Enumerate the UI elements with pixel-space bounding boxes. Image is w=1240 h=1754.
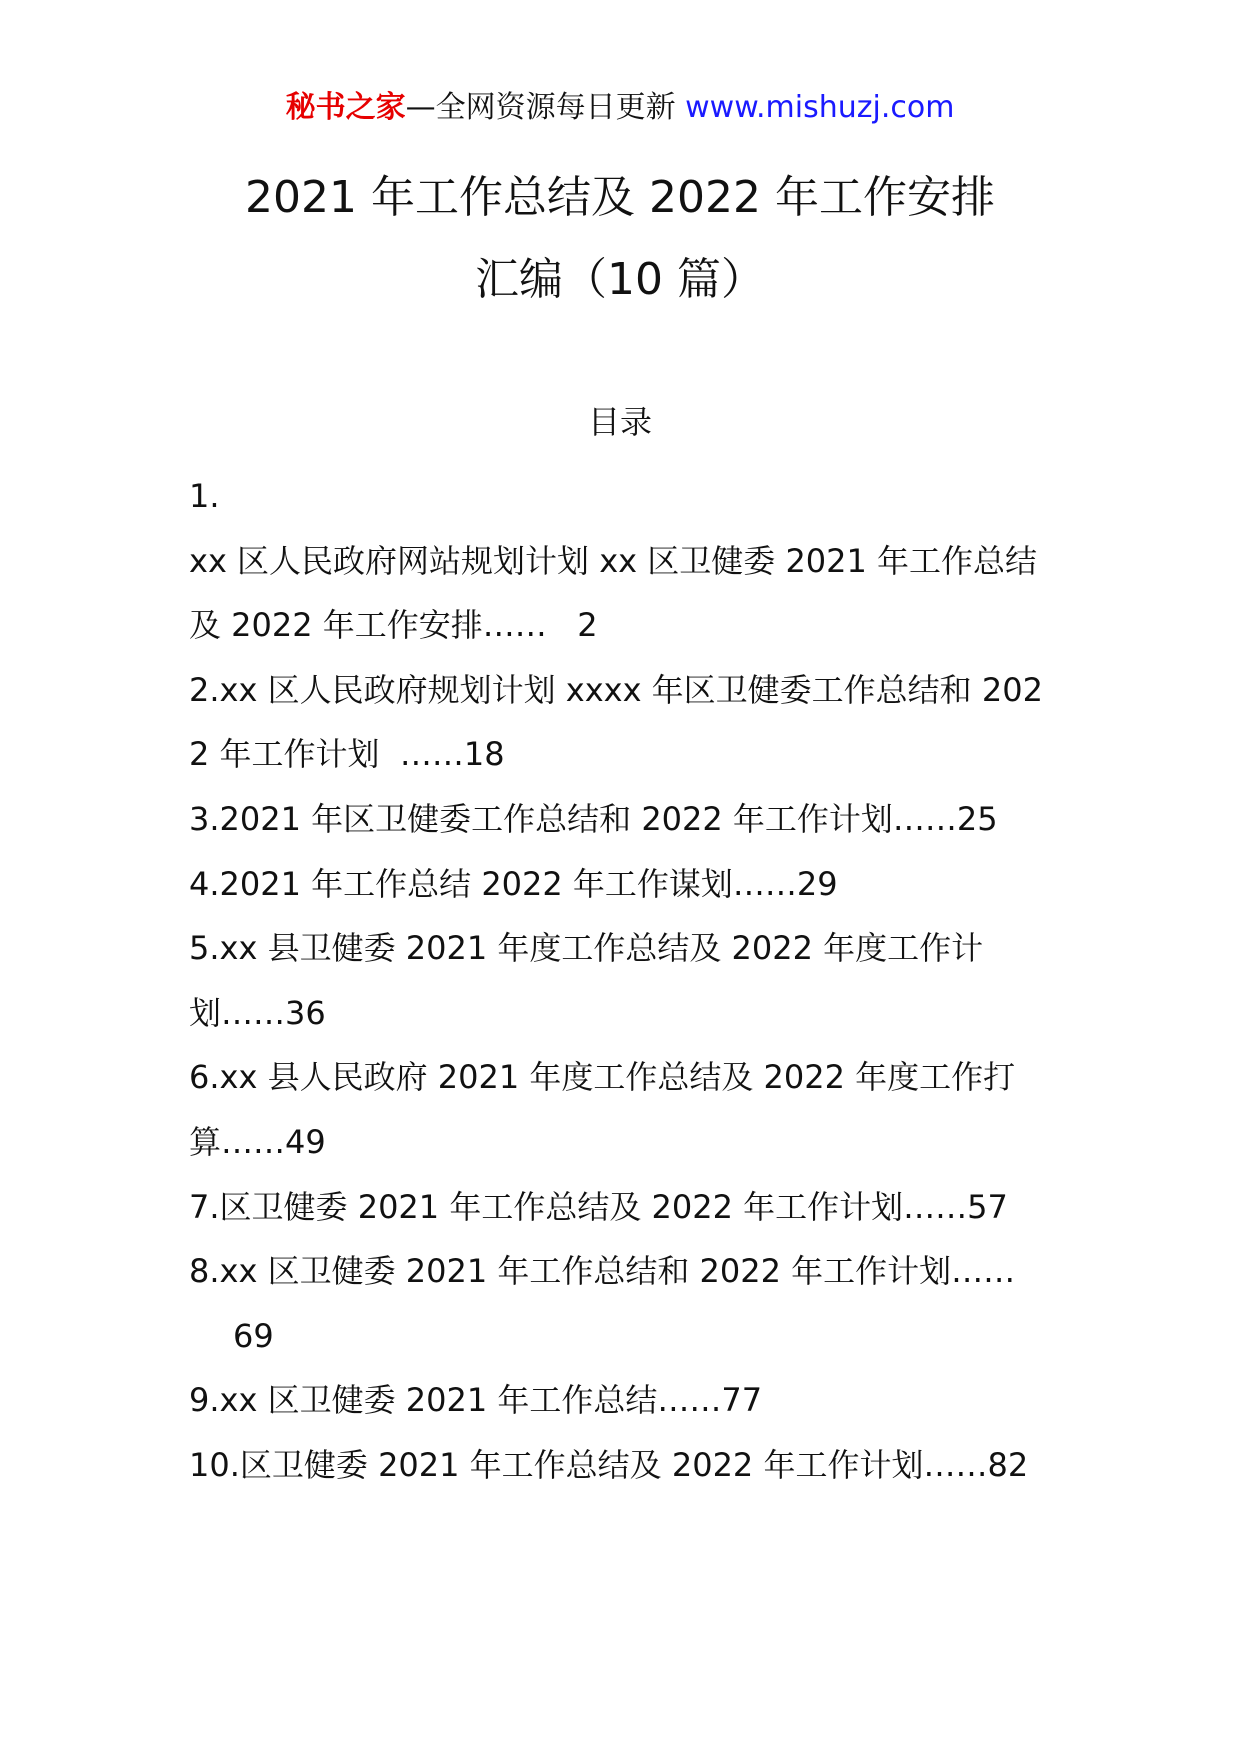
brand-name: 秘书之家: [285, 90, 406, 125]
toc-line: 5.xx 县卫健委 2021 年度工作总结及 2022 年度工作计: [189, 929, 984, 968]
table-of-contents: [189, 464, 1059, 1498]
toc-line: 6.xx 县人民政府 2021 年度工作总结及 2022 年度工作打: [189, 1058, 1016, 1097]
toc-line: 及 2022 年工作安排…… 2: [189, 606, 598, 645]
toc-line: 69: [233, 1316, 274, 1355]
site-url-link[interactable]: www.mishuzj.com: [685, 90, 955, 125]
toc-line: 3.2021 年区卫健委工作总结和 2022 年工作计划……25: [189, 799, 998, 838]
toc-line: 8.xx 区卫健委 2021 年工作总结和 2022 年工作计划……: [189, 1252, 1016, 1291]
toc-line: 9.xx 区卫健委 2021 年工作总结……77: [189, 1381, 763, 1420]
toc-line: 2.xx 区人民政府规划计划 xxxx 年区卫健委工作总结和 202: [189, 670, 1043, 709]
toc-line: 4.2021 年工作总结 2022 年工作谋划……29: [189, 864, 838, 903]
toc-heading: 目录: [587, 403, 652, 441]
toc-line: 算……49: [189, 1122, 326, 1161]
document-title-line-2: 汇编（10 篇）: [475, 254, 765, 305]
toc-line: xx 区人民政府网站规划计划 xx 区卫健委 2021 年工作总结: [189, 541, 1038, 580]
document-title-line-1: 2021 年工作总结及 2022 年工作安排: [245, 172, 995, 223]
toc-line: 10.区卫健委 2021 年工作总结及 2022 年工作计划……82: [189, 1445, 1029, 1484]
header-tagline: —全网资源每日更新: [405, 90, 686, 125]
toc-line: 1.: [189, 477, 220, 515]
toc-line: 划……36: [189, 993, 326, 1032]
toc-line: 7.区卫健委 2021 年工作总结及 2022 年工作计划……57: [189, 1187, 1008, 1226]
toc-line: 2 年工作计划 ……18: [189, 735, 505, 774]
site-header: [0, 88, 1240, 128]
